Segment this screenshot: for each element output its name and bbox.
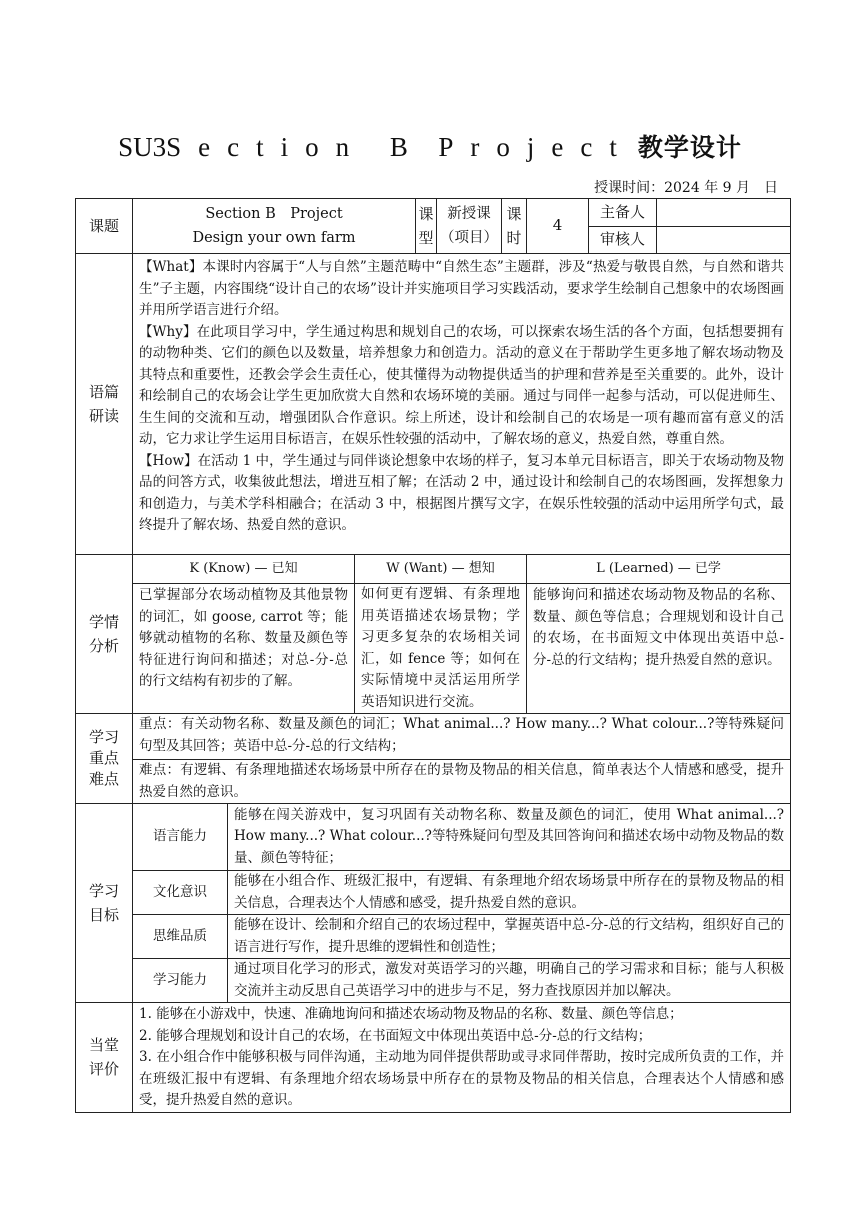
type-label-text: 课型: [418, 205, 434, 247]
goal-text: 能够在设计、绘制和介绍自己的农场过程中，掌握英语中总-分-总的行文结构，组织好自己的语言进行写作，提升思维的逻辑性和创造性；: [234, 917, 785, 955]
k-text: 已掌握部分农场动植物及其他景物的词汇，如 goose, carrot 等；能够就动植物的名称、数量及颜色等特征进行询问和描述；对总-分-总的行文结构有初步的了解。: [133, 584, 355, 714]
reading-content: [133, 254, 791, 555]
w-heading: W (Want) — 想知: [355, 555, 527, 584]
goal-row-thinking: [133, 915, 791, 959]
type-label: [416, 199, 437, 254]
type-value-line1: 新授课: [447, 206, 491, 222]
title-project: Project: [438, 132, 634, 162]
goal-row-language: [133, 804, 791, 871]
focus-label: 学习重点难点: [76, 714, 133, 804]
topic-label: 课题: [76, 199, 133, 254]
analysis-label: 学情分析: [76, 555, 133, 714]
reviewer-label: 审核人: [589, 227, 657, 254]
topic-line2: Design your own farm: [192, 230, 356, 246]
goal-row-culture: [133, 871, 791, 915]
assessment-item-1: 1. 能够在小游戏中，快速、准确地询问和描述农场动物及物品的名称、数量、颜色等信息；: [139, 1006, 683, 1022]
reading-how: 【How】在活动 1 中，学生通过与同伴谈论想象中农场的样子，复习本单元目标语言，即关于农场动物及物品的问答方式，收集彼此想法，增进互相了解；在活动 2 中，通过设计和绘制自己的农场图画，发挥想象力和创造力，与美术学科相融合；在活动 3 中，根据图片撰写文字，在娱乐性较强的活动中运用所学句式，最终提升了解农场、热爱自然的意识。: [139, 452, 785, 533]
l-text: 能够询问和描述农场动物及物品的名称、数量、颜色等信息；合理规划和设计自己的农场，在书面短文中体现出英语中总-分-总的行文结构；提升热爱自然的意识。: [527, 584, 791, 714]
assessment-content: [133, 1003, 791, 1113]
l-heading: L (Learned) — 已学: [527, 555, 791, 584]
reviewer-value[interactable]: [657, 227, 791, 254]
focus-key: 重点：有关动物名称、数量及颜色的词汇；What animal...? How many...? What colour...?等特殊疑问句型及其回答；英语中总-分-总的行文结构；: [133, 714, 791, 760]
goal-text: 通过项目化学习的形式，激发对英语学习的兴趣，明确自己的学习需求和目标；能与人积极交流并主动反思自己英语学习中的进步与不足，努力查找原因并加以解决。: [234, 961, 785, 999]
goal-name: 语言能力: [133, 804, 228, 870]
topic-line1: Section B Project: [205, 206, 343, 222]
goal-name: 学习能力: [133, 959, 228, 1002]
w-text: 如何更有逻辑、有条理地用英语描述农场景物；学习更多复杂的农场相关词汇，如 fence 等；如何在实际情境中灵活运用所学英语知识进行交流。: [355, 584, 527, 714]
goal-name: 文化意识: [133, 871, 228, 914]
title-prefix: SU3: [118, 132, 167, 162]
k-heading: K (Know) — 已知: [133, 555, 355, 584]
focus-difficult: 难点：有逻辑、有条理地描述农场场景中所存在的景物及物品的相关信息，简单表达个人情感和感受，提升热爱自然的意识。: [133, 760, 791, 804]
goal-text: 能够在小组合作、班级汇报中，有逻辑、有条理地介绍农场场景中所存在的景物及物品的相关信息，合理表达个人情感和感受，提升热爱自然的意识。: [234, 873, 785, 911]
goal-row-learning: [133, 959, 791, 1003]
topic-value: [133, 199, 416, 254]
goals-label: 学习目标: [76, 804, 133, 1003]
hours-label-text: 课时: [506, 205, 522, 247]
lesson-plan-table: [75, 198, 791, 1113]
reading-what: 【What】本课时内容属于“人与自然”主题范畴中“自然生态”主题群，涉及“热爱与敬畏自然，与自然和谐共生”子主题，内容围绕“设计自己的农场”设计并实施项目学习实践活动，要求学生绘制自己想象中的农场图画并用所学语言进行介绍。: [139, 259, 785, 318]
hours-value: 4: [527, 199, 589, 254]
type-value-line2: （项目）: [440, 230, 499, 246]
document-title: [0, 128, 860, 164]
main-prep-value[interactable]: [657, 199, 791, 227]
type-value: [437, 199, 502, 254]
assessment-item-2: 2. 能够合理规划和设计自己的农场，在书面短文中体现出英语中总-分-总的行文结构；: [139, 1027, 652, 1044]
reading-why: 【Why】在此项目学习中，学生通过构思和规划自己的农场，可以探索农场生活的各个方面，包括想要拥有的动物种类、它们的颜色以及数量，培养想象力和创造力。活动的意义在于帮助学生更多地了解农场动物及其特点和重要性，还教会学会生责任心，使其懂得为动物提供适当的护理和营养是至关重要的。此外，设计和绘制自己的农场会让学生更加欣赏大自然和农场环境的美丽。通过与同伴一起参与活动，可以促进师生、生生间的交流和互动，增强团队合作意识。综上所述，设计和绘制自己的农场是一项有趣而富有意义的活动，它力求让学生运用目标语言，在娱乐性较强的活动中，了解农场的意义，热爱自然，尊重自然。: [139, 323, 785, 447]
assessment-label: 当堂评价: [76, 1003, 133, 1113]
reading-label: 语篇研读: [76, 254, 133, 555]
date-label: 授课时间：2024 年 9 月 日: [594, 180, 778, 196]
goal-name: 思维品质: [133, 915, 228, 958]
title-section: Section B: [166, 132, 425, 162]
hours-label: [502, 199, 527, 254]
main-prep-label: 主备人: [589, 199, 657, 227]
title-cn: 教学设计: [637, 133, 742, 162]
assessment-item-3: 3. 在小组合作中能够积极与同伴沟通，主动地为同伴提供帮助或寻求同伴帮助，按时完成所负责的工作，并在班级汇报中有逻辑、有条理地介绍农场场景中所存在的景物及物品的相关信息，合理表达个人情感和感受，提升热爱自然的意识。: [139, 1049, 785, 1108]
goal-text: 能够在闯关游戏中，复习巩固有关动物名称、数量及颜色的词汇，使用 What animal...? How many...? What colour...?等特殊疑问句型及其回答询问和描述农场中动物及物品的数量、颜色等特征；: [234, 806, 785, 866]
